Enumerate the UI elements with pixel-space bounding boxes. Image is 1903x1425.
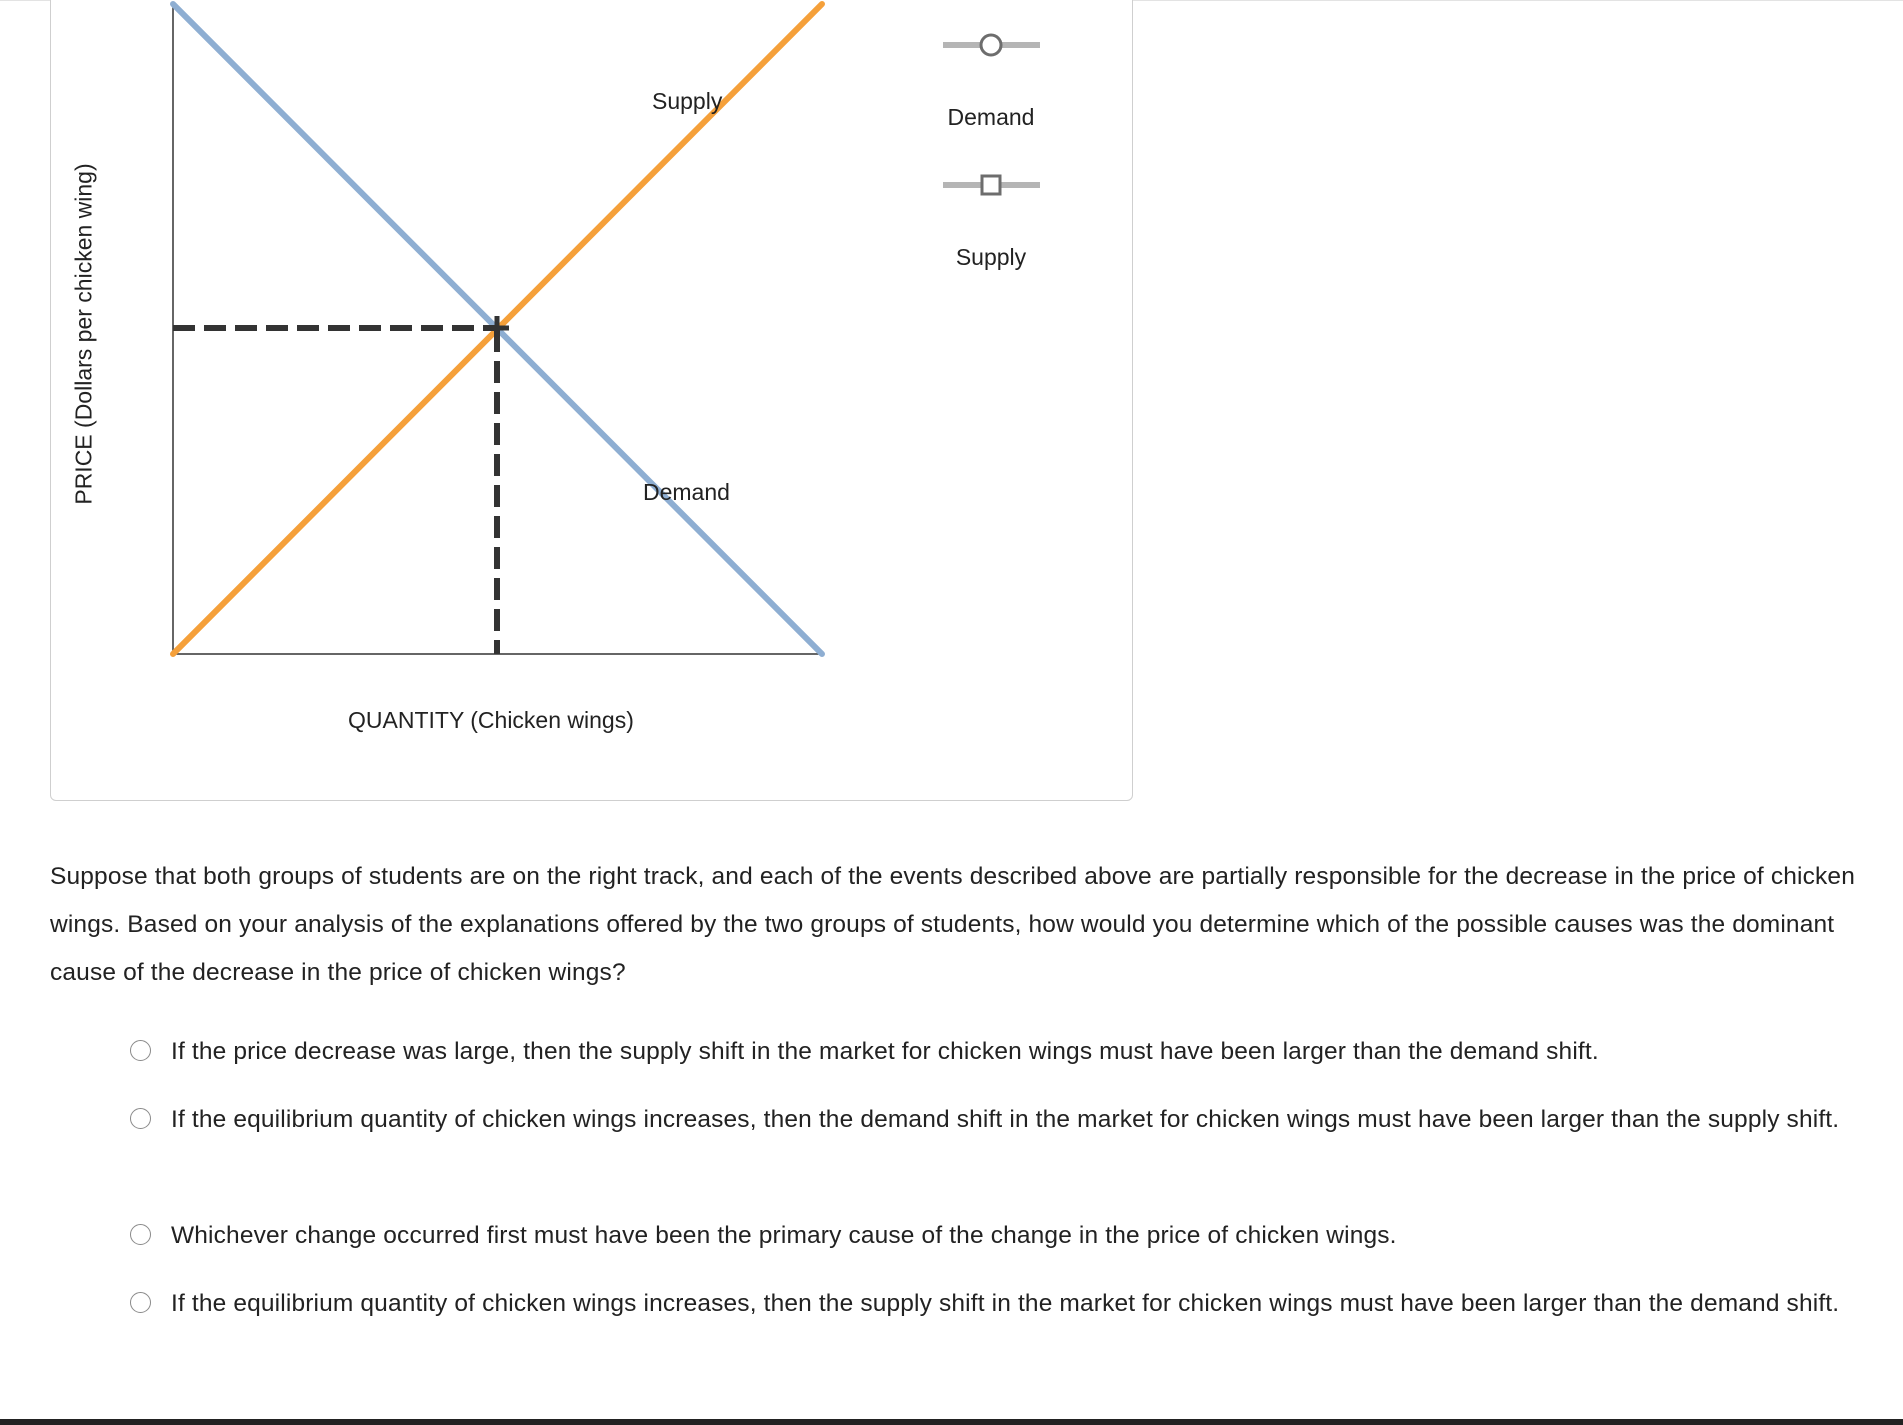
square-marker-icon: [982, 176, 1000, 194]
legend-supply-label: Supply: [955, 244, 1027, 270]
question-text: Suppose that both groups of students are on the right track, and each of the events described above are partially responsible for the decrease in the price of chicken wings. Based on your analysis of the explanations offered by the two groups of students, how would you determine which of the possible causes was the dominant cause of the decrease in the price of chicken wings?: [50, 863, 1855, 986]
x-axis-label: QUANTITY (Chicken wings): [348, 707, 634, 733]
y-axis-label: PRICE (Dollars per chicken wing): [70, 163, 97, 505]
supply-curve-label: Supply: [652, 88, 723, 114]
legend-demand-tool[interactable]: [943, 35, 1040, 55]
bottom-bar: [0, 1419, 1903, 1425]
option-label[interactable]: If the equilibrium quantity of chicken wings increases, then the demand shift in the market for chicken wings must have been larger than the supply shift.: [171, 1106, 1840, 1133]
circle-marker-icon: [981, 35, 1001, 55]
legend-demand-label: Demand: [947, 104, 1035, 130]
radio-button[interactable]: [130, 1040, 151, 1061]
legend-supply-tool[interactable]: [943, 176, 1040, 194]
radio-button[interactable]: [130, 1224, 151, 1245]
radio-button[interactable]: [130, 1108, 151, 1129]
option-label[interactable]: Whichever change occurred first must have been the primary cause of the change in the price of chicken wings.: [171, 1222, 1397, 1249]
option-label[interactable]: If the price decrease was large, then the supply shift in the market for chicken wings must have been larger than the demand shift.: [171, 1038, 1599, 1065]
radio-button[interactable]: [130, 1292, 151, 1313]
option-label[interactable]: If the equilibrium quantity of chicken wings increases, then the supply shift in the market for chicken wings must have been larger than the demand shift.: [171, 1290, 1840, 1317]
demand-curve-label: Demand: [643, 479, 730, 505]
